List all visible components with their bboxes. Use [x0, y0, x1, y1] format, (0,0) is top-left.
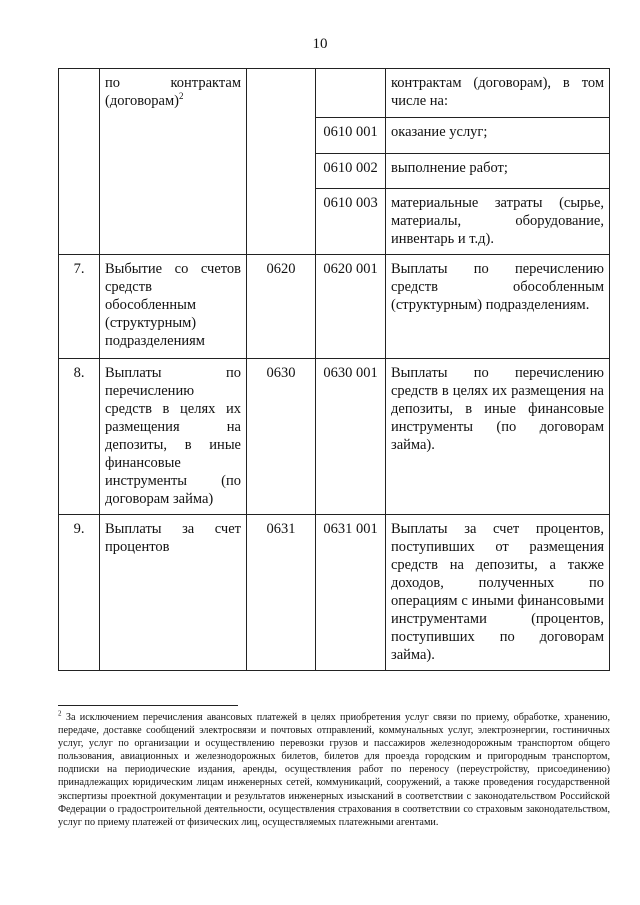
- page-number: 10: [312, 36, 328, 52]
- row-description: выполнение работ;: [386, 154, 610, 189]
- row-name-cell: [100, 359, 247, 515]
- row-description: контрактам (договорам), в том числе на:: [391, 75, 604, 109]
- footnote-ref: 2: [178, 91, 184, 102]
- table-row: [59, 359, 610, 515]
- row-name-cell: [100, 515, 247, 671]
- table-row: [59, 255, 610, 359]
- footnote-marker: 2: [58, 709, 62, 718]
- row-name-cell: [100, 69, 247, 255]
- row-subcode: 0610 001: [316, 118, 386, 154]
- row-description: Выплаты по перечислению средств обособленным (структурным) подразделениям.: [391, 261, 604, 313]
- footnote-text: За исключением перечисления авансовых платежей в целях приобретения услуг связи по приему, обработке, хранению, передаче, доставке сообщений электросвязи и почтовых отправлений, коммунальных услуг, электроэнергии, гостиничных услуг, услуг по организации и осуществлению перевозки грузов и пассажиров железнодорожным транспортом общего пользования, авиационных и железнодорожных билетов, билетов для проезда городским и пригородным транспортом, подписки на периодические издания, аренды, осуществления работ по переносу (переустройству, присоединению) принадлежащих юридическим лицам инженерных сетей, коммуникаций, сооружений, а также проведения государственной экспертизы проектной документации и результатов инженерных изысканий в соответствии с законодательством Российской Федерации о градостроительной деятельности, осуществления страхования в соответствии со страховым законодательством, услуг по приему платежей от физических лиц, осуществляемых платежными агентами.: [58, 712, 610, 828]
- row-code: 0630: [247, 359, 316, 515]
- row-code: 0620: [247, 255, 316, 359]
- table-row: [59, 69, 610, 118]
- row-description-cell: [386, 69, 610, 118]
- row-number: 7.: [59, 255, 100, 359]
- row-description-cell: [386, 515, 610, 671]
- row-subcode: 0610 002: [316, 154, 386, 189]
- row-subcode: 0631 001: [316, 515, 386, 671]
- row-number: 9.: [59, 515, 100, 671]
- row-name: Выплаты по перечислению средств в целях их размещения на депозиты, в иные финансовые инструменты (по договорам займа): [105, 365, 241, 507]
- row-description: оказание услуг;: [386, 118, 610, 154]
- row-name: Выплаты за счет процентов: [105, 521, 241, 555]
- row-subcode: 0630 001: [316, 359, 386, 515]
- payments-table: [58, 68, 610, 671]
- row-description-cell: [386, 359, 610, 515]
- row-subcode: 0610 003: [316, 189, 386, 255]
- row-code-cell: [247, 69, 316, 255]
- row-description-cell: [386, 189, 610, 255]
- row-description-cell: [386, 255, 610, 359]
- footnote: [58, 711, 610, 829]
- row-description: Выплаты за счет процентов, поступивших от размещения средств на депозиты, а также доходов, полученных по операциям с иными финансовыми инструментами (процентов, поступивших по договорам займа).: [391, 521, 604, 663]
- row-subcode-cell: [316, 69, 386, 118]
- row-name: Выбытие со счетов средств обособленным (структурным) подразделениям: [105, 261, 241, 349]
- row-number: 8.: [59, 359, 100, 515]
- row-name: по контрактам (договорам)$^2$: [105, 75, 241, 109]
- row-description: Выплаты по перечислению средств в целях их размещения на депозиты, в иные финансовые инструменты (по договорам займа).: [391, 365, 604, 453]
- row-number-cell: [59, 69, 100, 255]
- table-row: [59, 515, 610, 671]
- row-code: 0631: [247, 515, 316, 671]
- row-name-cell: [100, 255, 247, 359]
- footnote-separator: [58, 705, 238, 706]
- row-description: материальные затраты (сырье, материалы, оборудование, инвентарь и т.д).: [391, 195, 604, 247]
- row-subcode: 0620 001: [316, 255, 386, 359]
